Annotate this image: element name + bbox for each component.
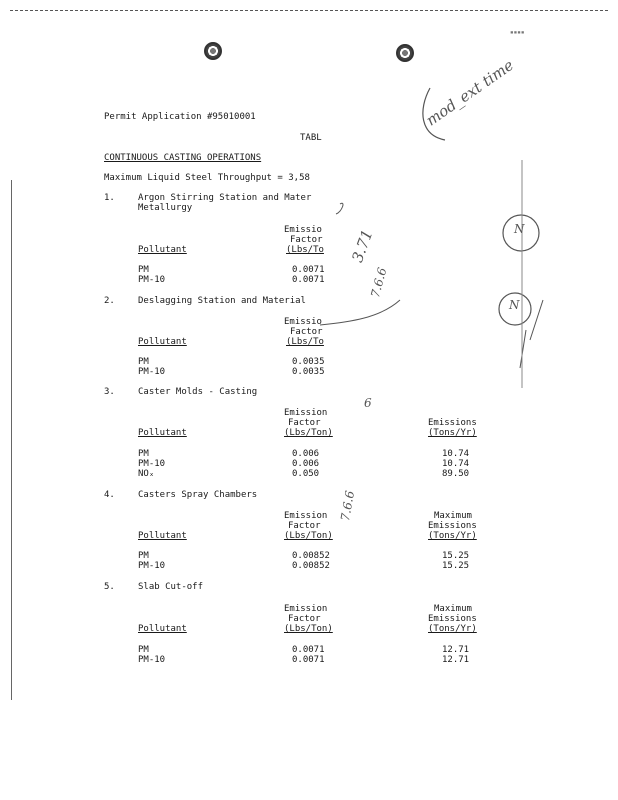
factor-header: Emission <box>284 511 328 521</box>
emissions-header: Emissions <box>428 521 477 531</box>
emissions-cell: 12.71 <box>442 655 470 665</box>
emissions-header: Emissions <box>428 614 477 624</box>
pollutant-cell: PM <box>138 551 149 561</box>
emissions-cell: 15.25 <box>442 561 470 571</box>
emissions-header: (Tons/Yr) <box>428 624 477 634</box>
emissions-cell: 89.50 <box>442 469 470 479</box>
emissions-header: Emissions <box>428 418 477 428</box>
handwritten-note: 7.6.6 <box>338 489 358 523</box>
pollutant-header: Pollutant <box>138 337 187 347</box>
factor-header: Factor <box>288 521 321 531</box>
factor-header: (Lbs/Ton) <box>284 624 333 634</box>
factor-header: Factor <box>288 614 321 624</box>
handwritten-note: 7.6.6 <box>368 265 390 300</box>
pollutant-cell: PM <box>138 265 149 275</box>
item-title-cont: Metallurgy <box>138 203 193 213</box>
emissions-header: Maximum <box>434 604 472 614</box>
emissions-cell: 12.71 <box>442 645 470 655</box>
item-number: 4. <box>104 490 115 500</box>
pollutant-cell: PM-10 <box>138 561 166 571</box>
factor-header: (Lbs/To <box>286 245 324 255</box>
factor-cell: 0.050 <box>292 469 320 479</box>
handwritten-n: N <box>514 222 525 236</box>
item-title: Slab Cut-off <box>138 582 204 592</box>
factor-cell: 0.006 <box>292 449 320 459</box>
item-number: 3. <box>104 387 115 397</box>
factor-header: Emission <box>284 604 328 614</box>
factor-header: Emissio <box>284 317 322 327</box>
handwritten-note: 6 <box>364 396 372 410</box>
table-heading: TABL <box>300 133 322 143</box>
factor-header: (Lbs/To <box>286 337 324 347</box>
throughput-line: Maximum Liquid Steel Throughput = 3,58 <box>104 173 310 183</box>
emissions-header: (Tons/Yr) <box>428 531 477 541</box>
factor-header: Emission <box>284 408 328 418</box>
pollutant-cell: PM <box>138 645 149 655</box>
emissions-cell: 15.25 <box>442 551 470 561</box>
pollutant-header: Pollutant <box>138 531 187 541</box>
pollutant-cell: PM-10 <box>138 459 166 469</box>
item-number: 5. <box>104 582 115 592</box>
factor-cell: 0.0071 <box>292 275 325 285</box>
factor-header: Emissio <box>284 225 322 235</box>
pollutant-cell: PM-10 <box>138 275 166 285</box>
item-title: Deslagging Station and Material <box>138 296 306 306</box>
factor-header: (Lbs/Ton) <box>284 531 333 541</box>
emissions-header: Maximum <box>434 511 472 521</box>
emissions-cell: 10.74 <box>442 449 470 459</box>
permit-number: Permit Application #95010001 <box>104 112 256 122</box>
handwritten-note: mod_ext time <box>422 55 517 130</box>
section-title: CONTINUOUS CASTING OPERATIONS <box>104 153 262 163</box>
item-title: Casters Spray Chambers <box>138 490 258 500</box>
item-number: 1. <box>104 193 115 203</box>
item-title: Caster Molds - Casting <box>138 387 258 397</box>
factor-header: Factor <box>290 327 323 337</box>
pollutant-cell: PM-10 <box>138 655 166 665</box>
factor-cell: 0.0071 <box>292 645 325 655</box>
pollutant-cell: PM <box>138 357 149 367</box>
factor-cell: 0.00852 <box>292 561 330 571</box>
factor-cell: 0.0035 <box>292 367 325 377</box>
pollutant-cell: NOₓ <box>138 469 155 479</box>
item-number: 2. <box>104 296 115 306</box>
factor-header: (Lbs/Ton) <box>284 428 333 438</box>
factor-cell: 0.006 <box>292 459 320 469</box>
pollutant-header: Pollutant <box>138 624 187 634</box>
pollutant-cell: PM-10 <box>138 367 166 377</box>
handwritten-note: 3.71 <box>348 227 377 265</box>
scan-mark: ▪▪▪▪ <box>510 29 525 36</box>
pollutant-cell: PM <box>138 449 149 459</box>
factor-header: Factor <box>288 418 321 428</box>
handwritten-n: N <box>509 298 520 312</box>
emissions-header: (Tons/Yr) <box>428 428 477 438</box>
factor-cell: 0.00852 <box>292 551 330 561</box>
factor-cell: 0.0071 <box>292 265 325 275</box>
factor-cell: 0.0071 <box>292 655 325 665</box>
factor-header: Factor <box>290 235 323 245</box>
pollutant-header: Pollutant <box>138 245 187 255</box>
factor-cell: 0.0035 <box>292 357 325 367</box>
item-title: Argon Stirring Station and Mater <box>138 193 312 203</box>
pollutant-header: Pollutant <box>138 428 187 438</box>
emissions-cell: 10.74 <box>442 459 470 469</box>
